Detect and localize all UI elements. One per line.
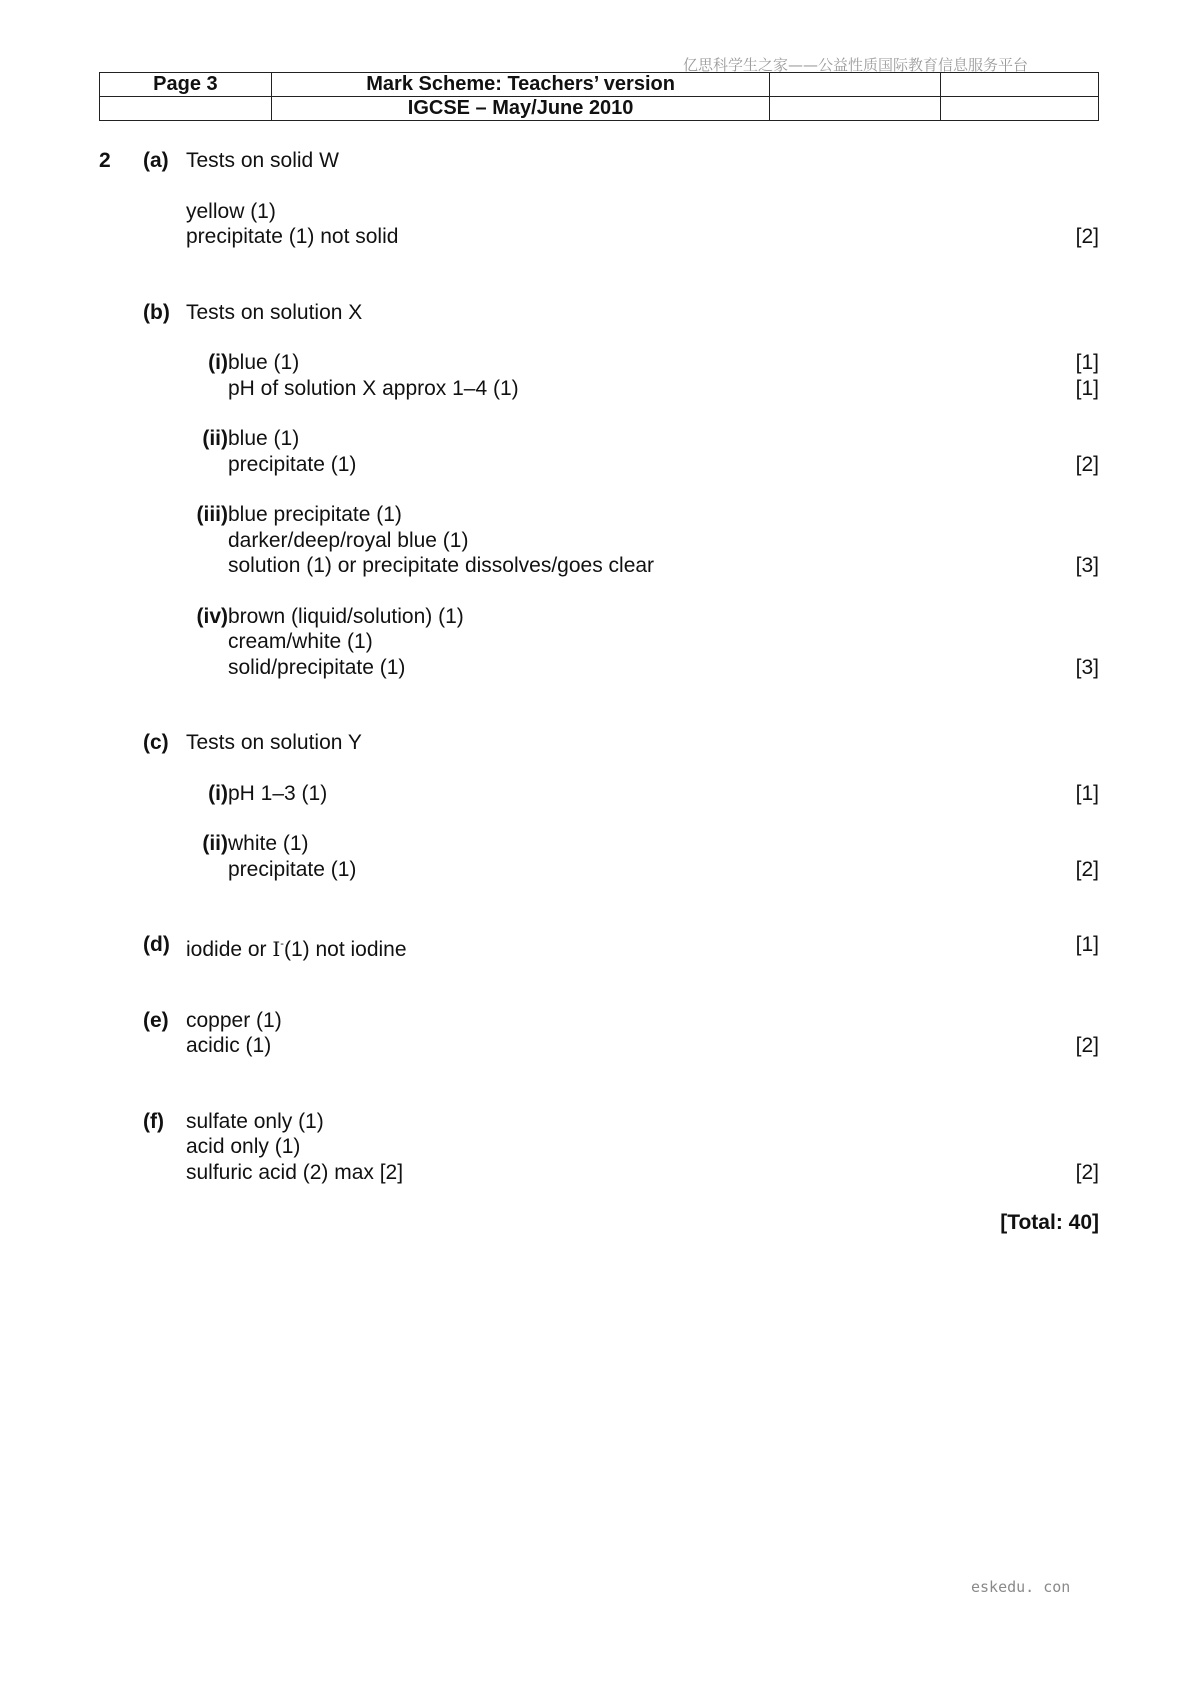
exam-session: IGCSE – May/June 2010	[271, 97, 770, 121]
answer-text: precipitate (1) not solid	[186, 225, 399, 248]
part-label: (e)	[143, 1008, 169, 1032]
answer-text: acidic (1)	[186, 1034, 272, 1057]
part-label: (a)	[143, 149, 169, 172]
mark-scheme-body	[99, 148, 1099, 1236]
answer-line	[99, 604, 1099, 630]
part-label: (f)	[143, 1109, 164, 1133]
answer-line	[99, 426, 1099, 452]
mark-value: [2]	[1075, 225, 1099, 248]
header-empty-cell	[100, 97, 272, 121]
answer-line	[99, 781, 1099, 807]
answer-line	[99, 350, 1099, 376]
answer-text: yellow (1)	[186, 199, 276, 223]
part-c-heading	[99, 730, 1099, 756]
answer-text-before: iodide or	[186, 938, 273, 961]
answer-text: blue (1)	[228, 351, 300, 374]
watermark-top: 亿思科学生之家——公益性质国际教育信息服务平台	[683, 56, 1029, 74]
total-line	[99, 1210, 1099, 1236]
answer-line	[99, 1134, 1099, 1160]
answer-text: copper (1)	[186, 1008, 282, 1032]
answer-text: pH of solution X approx 1–4 (1)	[228, 376, 519, 400]
answer-text: cream/white (1)	[228, 630, 373, 653]
subpart-label: (ii)	[202, 832, 228, 855]
header-empty-cell	[770, 97, 941, 121]
answer-line	[99, 528, 1099, 554]
answer-line	[99, 857, 1099, 883]
part-d-line	[99, 932, 1099, 961]
answer-line	[99, 376, 1099, 402]
answer-line	[99, 655, 1099, 681]
answer-line	[99, 199, 1099, 225]
header-empty-cell	[770, 73, 941, 97]
part-label: (d)	[143, 933, 170, 956]
mark-value: [1]	[1075, 781, 1099, 805]
subpart-label: (ii)	[202, 427, 228, 450]
mark-value: [2]	[1075, 1034, 1099, 1057]
answer-line	[99, 502, 1099, 528]
part-a-heading	[99, 148, 1099, 174]
answer-text-after: (1) not iodine	[283, 938, 407, 961]
part-title: Tests on solution Y	[186, 731, 362, 754]
answer-text: precipitate (1)	[228, 857, 357, 881]
part-f-line	[99, 1109, 1099, 1135]
answer-text: darker/deep/royal blue (1)	[228, 528, 469, 552]
part-e-line	[99, 1008, 1099, 1034]
part-title: Tests on solution X	[186, 300, 363, 324]
mark-value: [2]	[1075, 452, 1099, 476]
answer-text: blue precipitate (1)	[228, 503, 402, 526]
mark-value: [2]	[1075, 1160, 1099, 1184]
subpart-label: (i)	[208, 781, 228, 805]
answer-text: brown (liquid/solution) (1)	[228, 604, 464, 628]
part-label: (b)	[143, 300, 170, 324]
answer-line	[99, 831, 1099, 857]
part-label: (c)	[143, 731, 169, 754]
answer-line	[99, 629, 1099, 655]
mark-value: [1]	[1075, 351, 1099, 374]
total-marks: [Total: 40]	[1000, 1211, 1099, 1234]
header-empty-cell	[941, 73, 1099, 97]
answer-text: blue (1)	[228, 427, 300, 450]
answer-line	[99, 553, 1099, 579]
part-b-heading	[99, 300, 1099, 326]
answer-text: sulfuric acid (2) max [2]	[186, 1160, 404, 1184]
question-number: 2	[99, 149, 111, 172]
watermark-bottom: eskedu. con	[971, 1578, 1071, 1596]
answer-line	[99, 1033, 1099, 1059]
answer-text: solution (1) or precipitate dissolves/goes clear	[228, 554, 655, 577]
subpart-label: (i)	[208, 351, 228, 374]
subpart-label: (iii)	[196, 503, 228, 526]
answer-text: white (1)	[228, 832, 309, 855]
answer-text: sulfate only (1)	[186, 1109, 324, 1133]
answer-text: solid/precipitate (1)	[228, 655, 406, 679]
iodide-symbol: I	[272, 937, 281, 961]
header-empty-cell	[941, 97, 1099, 121]
answer-line	[99, 452, 1099, 478]
answer-text	[186, 932, 407, 963]
mark-value: [1]	[1075, 376, 1099, 400]
answer-text: acid only (1)	[186, 1135, 301, 1158]
mark-value: [3]	[1075, 655, 1099, 679]
answer-text: precipitate (1)	[228, 452, 357, 476]
iodide-charge: -	[280, 938, 284, 950]
answer-text: pH 1–3 (1)	[228, 781, 328, 805]
part-title: Tests on solid W	[186, 149, 339, 172]
answer-line	[99, 224, 1099, 250]
subpart-label: (iv)	[196, 604, 228, 628]
mark-value: [3]	[1075, 554, 1099, 577]
mark-value: [2]	[1075, 857, 1099, 881]
header-table	[99, 72, 1099, 121]
answer-line	[99, 1160, 1099, 1186]
mark-value: [1]	[1075, 933, 1099, 956]
document-title: Mark Scheme: Teachers’ version	[271, 73, 770, 97]
page-number: Page 3	[100, 73, 272, 97]
